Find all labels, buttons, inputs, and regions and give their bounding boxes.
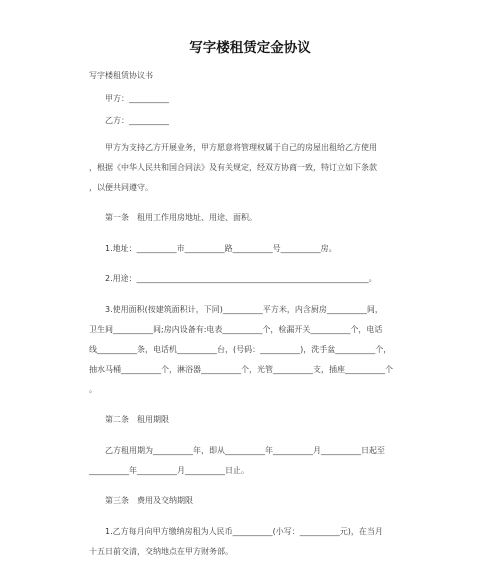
preamble-line: ，根据《中华人民共和国合同法》及有关规定，经双方协商一致，特订立如下条款 xyxy=(89,162,377,172)
preamble-line: 甲方为支持乙方开展业务，甲方愿意将管理权属于自己的房屋出租给乙方使用 xyxy=(105,142,377,152)
article-3-rent: 十五日前交清，交纳地点在甲方财务部。 xyxy=(89,546,233,556)
preamble-line: ，以便共同遵守。 xyxy=(89,182,153,192)
article-1-heading: 第一条 租用工作用房地址、用途、面积。 xyxy=(105,213,257,222)
article-2-term: __________年__________月__________日止。 xyxy=(89,465,249,475)
article-1-area: 。 xyxy=(89,384,97,394)
article-1-area: 卫生间__________间;房内设备有:电表__________个，检漏开关__________个，电话 xyxy=(89,324,383,334)
article-3-rent: 1.乙方每月向甲方缴纳房租为人民币__________(小写：__________元)，在当月 xyxy=(105,526,383,536)
party-b-line: 乙方：__________ xyxy=(105,116,169,125)
article-1-area: 抽水马桶__________个，淋浴器__________个，光管__________支，插座__________个 xyxy=(89,364,393,374)
article-2-heading: 第二条 租用期限 xyxy=(105,415,169,424)
party-a-line: 甲方：__________ xyxy=(105,93,169,103)
article-1-area: 3.使用面积(按建筑面积计，下同)__________平方米，内含厨房__________间， xyxy=(105,304,383,314)
article-1-area: 线__________条，电话机__________台，(号码：__________)，洗手盆__________个， xyxy=(89,344,392,354)
document-title: 写字楼租赁定金协议 xyxy=(189,40,311,56)
agreement-heading: 写字楼租赁协议书 xyxy=(89,71,153,80)
article-1-usage: 2.用途：__________________________________________________________。 xyxy=(105,274,377,283)
article-2-term: 乙方租用期为__________年，即从__________年__________月__________日起至 xyxy=(105,445,385,455)
article-3-heading: 第三条 费用及交纳期限 xyxy=(105,496,193,505)
document-body xyxy=(89,70,411,562)
article-1-address: 1.地址：__________市__________路__________号__________房。 xyxy=(105,243,337,253)
